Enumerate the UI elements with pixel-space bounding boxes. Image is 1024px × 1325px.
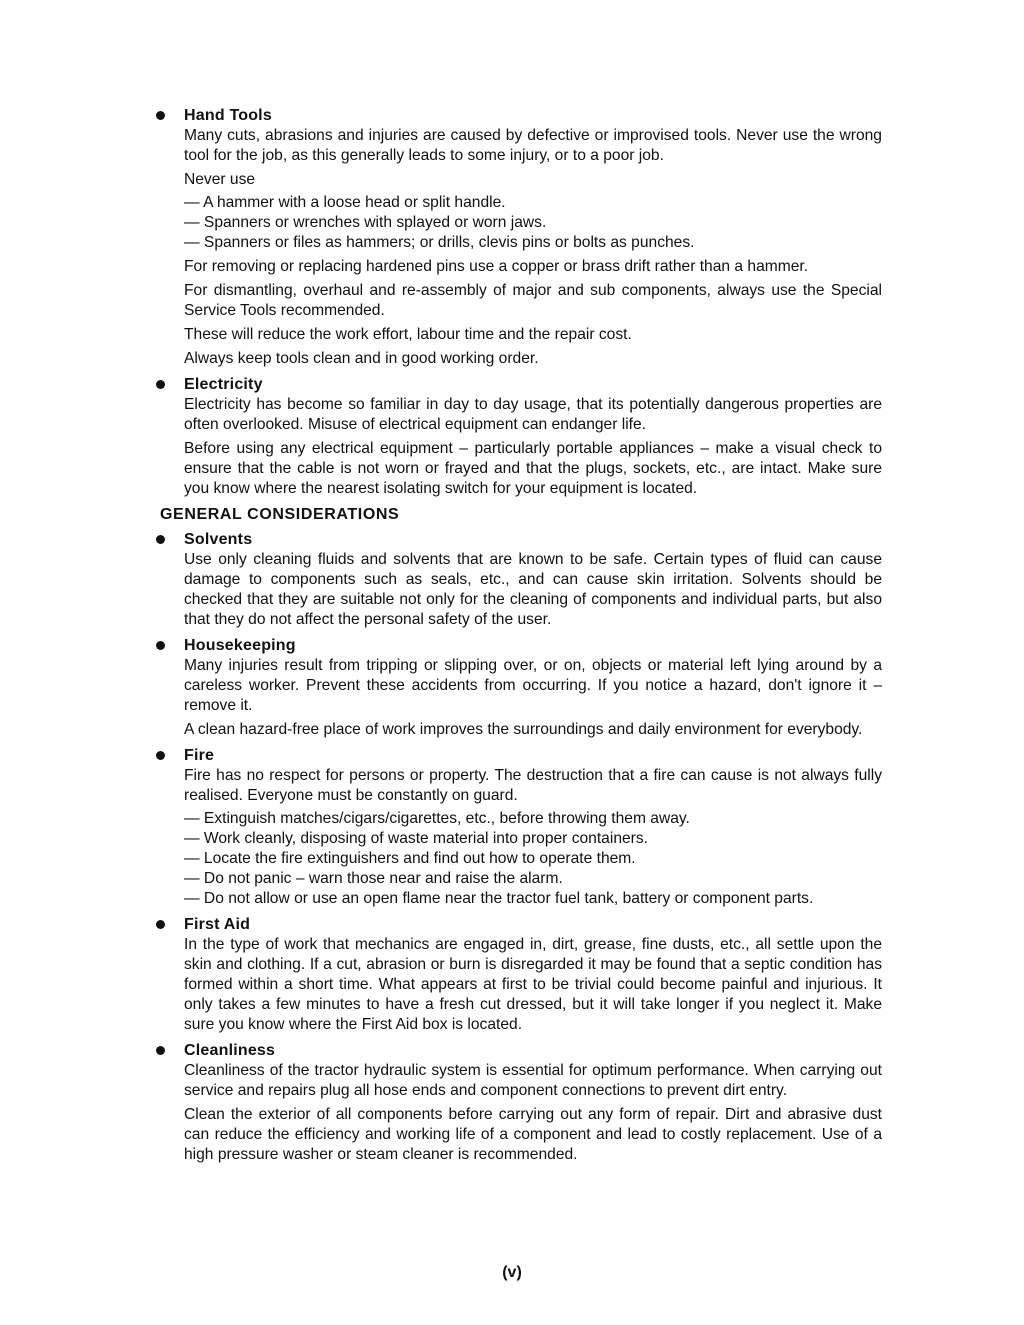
list-item: — Spanners or files as hammers; or drills, clevis pins or bolts as punches. bbox=[184, 234, 695, 251]
bullet-icon bbox=[156, 380, 165, 389]
paragraph: For dismantling, overhaul and re-assembly of major and sub components, always use the Special Service Tools recommended. bbox=[184, 282, 882, 319]
section-title: GENERAL CONSIDERATIONS bbox=[160, 506, 400, 523]
paragraph: Fire has no respect for persons or property. The destruction that a fire can cause is not always fully realised. Everyone must be constantly on guard. bbox=[184, 767, 882, 804]
bullet-icon bbox=[156, 751, 165, 760]
section-heading: Electricity bbox=[184, 376, 263, 393]
section-cleanliness bbox=[160, 1041, 882, 1165]
dash-list bbox=[184, 193, 882, 253]
list-item: — Extinguish matches/cigars/cigarettes, etc., before throwing them away. bbox=[184, 810, 690, 827]
paragraph: Before using any electrical equipment – particularly portable appliances – make a visual check to ensure that the cable is not worn or frayed and that the plugs, sockets, etc., are intact. Make sure you know where the nearest isolating switch for your equipment is located. bbox=[184, 440, 882, 497]
paragraph: Electricity has become so familiar in day to day usage, that its potentially dangerous properties are often overlooked. Misuse of electrical equipment can endanger life. bbox=[184, 396, 882, 433]
section-first-aid bbox=[160, 915, 882, 1035]
bullet-icon bbox=[156, 920, 165, 929]
dash-list bbox=[184, 809, 882, 909]
paragraph: These will reduce the work effort, labour time and the repair cost. bbox=[184, 326, 632, 343]
bullet-icon bbox=[156, 641, 165, 650]
section-heading: Cleanliness bbox=[184, 1042, 276, 1059]
section-electricity bbox=[160, 375, 882, 499]
section-hand-tools bbox=[160, 106, 882, 369]
content bbox=[160, 106, 882, 1165]
section-heading: Fire bbox=[184, 747, 215, 764]
paragraph: A clean hazard-free place of work improves the surroundings and daily environment for everybody. bbox=[184, 721, 863, 738]
section-fire bbox=[160, 746, 882, 909]
section-heading: Hand Tools bbox=[184, 107, 272, 124]
section-heading: Housekeeping bbox=[184, 637, 296, 654]
list-item: — Locate the fire extinguishers and find out how to operate them. bbox=[184, 850, 636, 867]
list-item: — Do not allow or use an open flame near the tractor fuel tank, battery or component parts. bbox=[184, 890, 814, 907]
bullet-icon bbox=[156, 111, 165, 120]
section-housekeeping bbox=[160, 636, 882, 740]
section-heading: First Aid bbox=[184, 916, 251, 933]
paragraph: Clean the exterior of all components before carrying out any form of repair. Dirt and abrasive dust can reduce the efficiency and working life of a component and lead to costly replacement. Use of a high pressure washer or steam cleaner is recommended. bbox=[184, 1106, 882, 1163]
list-item: — Work cleanly, disposing of waste material into proper containers. bbox=[184, 830, 648, 847]
paragraph: Many cuts, abrasions and injuries are caused by defective or improvised tools. Never use the wrong tool for the job, as this generally leads to some injury, or to a poor job. bbox=[184, 127, 882, 164]
bullet-icon bbox=[156, 535, 165, 544]
paragraph: In the type of work that mechanics are engaged in, dirt, grease, fine dusts, etc., all settle upon the skin and clothing. If a cut, abrasion or burn is disregarded it may be found that a septic condition has formed within a short time. What appears at first to be trivial could become painful and injurious. It only takes a few minutes to have a fresh cut dressed, but it will take longer if you neglect it. Make sure you know where the First Aid box is located. bbox=[184, 936, 882, 1033]
paragraph: Always keep tools clean and in good working order. bbox=[184, 350, 539, 367]
bullet-icon bbox=[156, 1046, 165, 1055]
list-item: — Do not panic – warn those near and raise the alarm. bbox=[184, 870, 563, 887]
list-item: — A hammer with a loose head or split handle. bbox=[184, 194, 506, 211]
paragraph: For removing or replacing hardened pins use a copper or brass drift rather than a hammer. bbox=[184, 258, 809, 275]
list-item: — Spanners or wrenches with splayed or worn jaws. bbox=[184, 214, 547, 231]
paragraph: Never use bbox=[184, 171, 256, 188]
paragraph: Cleanliness of the tractor hydraulic system is essential for optimum performance. When carrying out service and repairs plug all hose ends and component connections to prevent dirt entry. bbox=[184, 1062, 882, 1099]
section-heading: Solvents bbox=[184, 531, 253, 548]
paragraph: Many injuries result from tripping or slipping over, or on, objects or material left lying around by a careless worker. Prevent these accidents from occurring. If you notice a hazard, don't ignore it – remove it. bbox=[184, 657, 882, 714]
section-solvents bbox=[160, 530, 882, 630]
page-number: (v) bbox=[502, 1264, 522, 1281]
paragraph: Use only cleaning fluids and solvents that are known to be safe. Certain types of fluid can cause damage to components such as seals, etc., and can cause skin irritation. Solvents should be checked that they are suitable not only for the cleaning of components and individual parts, but also that they do not affect the personal safety of the user. bbox=[184, 551, 882, 628]
